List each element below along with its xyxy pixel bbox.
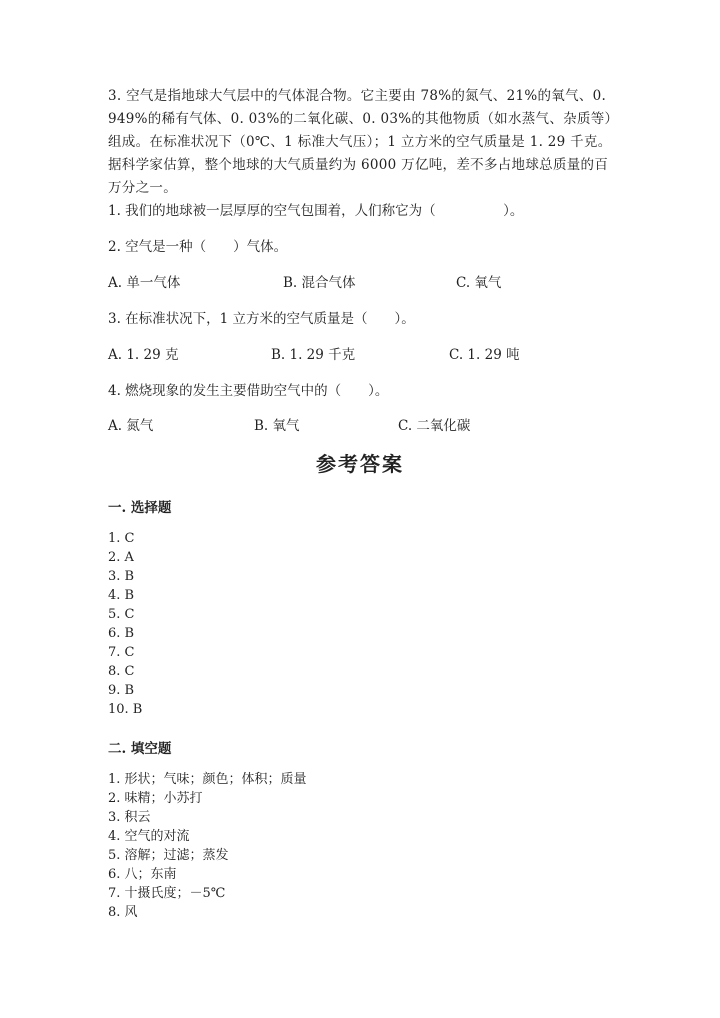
list-item: 4. B (108, 588, 135, 603)
question-3-option-c: C. 1. 29 吨 (449, 347, 520, 363)
question-4-option-a: A. 氮气 (108, 418, 154, 434)
list-item: 8. C (108, 664, 135, 679)
list-item: 5. C (108, 607, 135, 622)
list-item: 6. B (108, 626, 135, 641)
answer-key-title: 参考答案 (316, 452, 404, 476)
section-choice-heading: 一. 选择题 (108, 500, 172, 516)
list-item: 6. 八；东南 (108, 867, 177, 882)
list-item: 2. 味精；小苏打 (108, 791, 203, 806)
question-1: 1. 我们的地球被一层厚厚的空气包围着，人们称它为（ ）。 (108, 203, 524, 219)
question-2-option-a: A. 单一气体 (108, 275, 181, 291)
list-item: 7. C (108, 645, 135, 660)
question-2-option-b: B. 混合气体 (283, 275, 356, 291)
question-4-option-b: B. 氧气 (254, 418, 300, 434)
fill-answer-list (108, 770, 307, 922)
list-item: 4. 空气的对流 (108, 829, 190, 844)
question-3-option-a: A. 1. 29 克 (108, 347, 179, 363)
list-item: 2. A (108, 550, 134, 565)
question-3: 3. 在标准状况下，1 立方米的空气质量是（ ）。 (108, 311, 415, 327)
list-item: 10. B (108, 702, 143, 717)
question-4-option-c: C. 二氧化碳 (398, 418, 471, 434)
list-item: 1. 形状；气味；颜色；体积；质量 (108, 772, 307, 787)
question-2: 2. 空气是一种（ ）气体。 (108, 239, 288, 255)
list-item: 5. 溶解；过滤；蒸发 (108, 848, 229, 863)
list-item: 1. C (108, 531, 135, 546)
list-item: 9. B (108, 683, 135, 698)
reading-passage: 3. 空气是指地球大气层中的气体混合物。它主要由 78%的氮气、21%的氧气、0. 949%的稀有气体、0. 03%的二氧化碳、0. 03%的其他物质（如水蒸气、杂质等）组成。在标准状况下（0℃、1 标准大气压）；1 立方米的空气质量是 1. 29 千克。据科学家估算，整个地球的大气质量约为 6000 万亿吨，差不多占地球总质量的百万分之一。 (108, 88, 619, 196)
choice-answer-list (108, 529, 142, 719)
list-item: 7. 十摄氏度；－5℃ (108, 886, 226, 901)
list-item: 3. 积云 (108, 810, 151, 825)
question-2-option-c: C. 氧气 (456, 275, 502, 291)
section-fill-heading: 二. 填空题 (108, 741, 172, 757)
question-4: 4. 燃烧现象的发生主要借助空气中的（ ）。 (108, 383, 389, 399)
question-3-option-b: B. 1. 29 千克 (271, 347, 356, 363)
list-item: 8. 风 (108, 905, 138, 920)
list-item: 3. B (108, 569, 135, 584)
